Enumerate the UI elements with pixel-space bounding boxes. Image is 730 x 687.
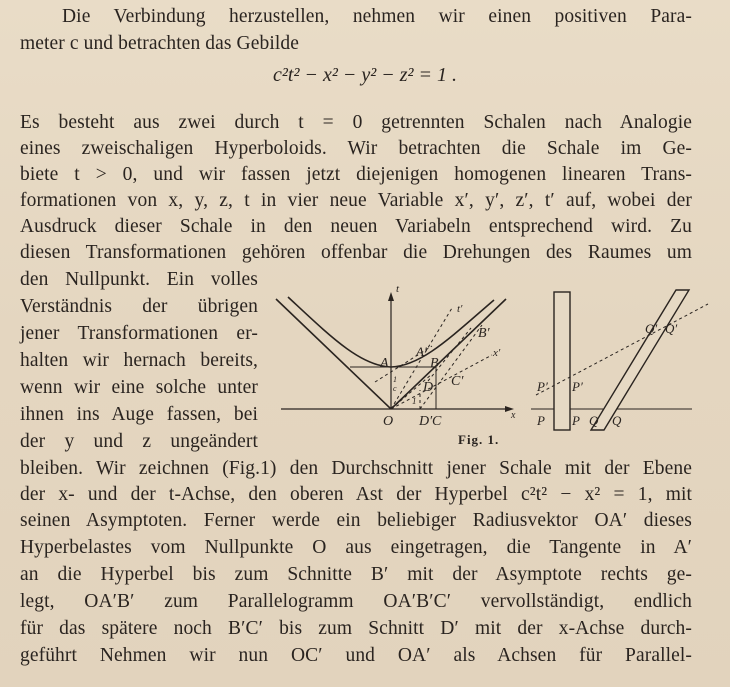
label-D: D bbox=[423, 380, 434, 395]
label-B-prime: B′ bbox=[478, 326, 490, 341]
label-A: A bbox=[380, 356, 389, 371]
text-line: eines zweischaligen Hyperboloids. Wir betrachten die Schale im Ge- bbox=[20, 138, 692, 159]
label-P-prime-right: P′ bbox=[572, 379, 583, 394]
text-line-content: meter c und betrachten das Gebilde bbox=[20, 33, 299, 54]
label-A-prime: A′ bbox=[416, 344, 427, 359]
label-D-prime: D′ bbox=[419, 414, 433, 429]
label-O: O bbox=[383, 414, 394, 429]
text-line: Die Verbindung herzustellen, nehmen wir einen positiven Para- bbox=[62, 6, 692, 27]
text-line: für das spätere noch B′C′ bis zum Schnitt D′ mit der x-Achse durch- bbox=[20, 618, 692, 639]
text-line: Es besteht aus zwei durch t = 0 getrennten Schalen nach Analogie bbox=[20, 112, 692, 133]
label-Q-prime-right: Q′ bbox=[665, 321, 678, 336]
text-line: formationen von x, y, z, t in vier neue Variable x′, y′, z′, t′ auf, wobei der bbox=[20, 190, 692, 211]
label-C-prime: C′ bbox=[451, 374, 464, 389]
label-one-over-c-denom: c bbox=[393, 384, 397, 393]
text-line: der y und z ungeändert bbox=[20, 431, 258, 452]
label-x: x bbox=[511, 410, 516, 421]
text-line: bleiben. Wir zeichnen (Fig.1) den Durchschnitt jener Schale mit der Ebene bbox=[20, 458, 692, 479]
label-P-prime-left: P′ bbox=[537, 379, 548, 394]
text-line: Ausdruck dieser Schale in den neuen Variabeln entsprechend wird. Zu bbox=[20, 216, 692, 237]
text-line: legt, OA′B′ zum Parallelogramm OA′B′C′ vervollständigt, endlich bbox=[20, 591, 692, 612]
label-x-prime: x′ bbox=[493, 347, 501, 359]
text-line: seinen Asymptoten. Ferner werde ein beliebiger Radiusvektor OA′ dieses bbox=[20, 510, 692, 531]
left-diagram bbox=[276, 292, 514, 412]
dashed-line bbox=[428, 328, 471, 381]
text-line: der x- und der t-Achse, den oberen Ast der Hyperbel c²t² − x² = 1, mit bbox=[20, 484, 692, 505]
asymptote-left bbox=[276, 299, 391, 409]
label-t-prime: t′ bbox=[457, 303, 463, 315]
figure-caption: Fig. 1. bbox=[458, 432, 500, 447]
asymptote-right bbox=[391, 299, 506, 409]
vertical-rod bbox=[554, 292, 570, 430]
label-Q-prime-left: Q′ bbox=[645, 321, 658, 336]
text-line: an die Hyperbel bis zum Schnitte B′ mit der Asymptote rechts ge- bbox=[20, 564, 692, 585]
right-diagram bbox=[531, 290, 708, 430]
label-C: C bbox=[432, 414, 442, 429]
text-line: biete t > 0, und wir fassen jetzt diejenigen homogenen linearen Trans- bbox=[20, 164, 692, 185]
label-P-left: P bbox=[537, 413, 545, 428]
label-one: 1 bbox=[412, 396, 417, 406]
label-B: B bbox=[430, 356, 439, 371]
text-line: Verständnis der übrigen bbox=[20, 296, 258, 317]
text-line: den Nullpunkt. Ein volles bbox=[20, 269, 258, 290]
text-line: halten wir hernach bereits, bbox=[20, 350, 258, 371]
text-line: wenn wir eine solche unter bbox=[20, 377, 258, 398]
text-line: diesen Transformationen gehören offenbar die Drehungen des Raumes um bbox=[20, 242, 692, 263]
t-axis-arrow-icon bbox=[388, 292, 394, 301]
text-line: jener Transformationen er- bbox=[20, 323, 258, 344]
text-line: Hyperbelastes vom Nullpunkte O aus eingetragen, die Tangente in A′ bbox=[20, 537, 692, 558]
label-Q-left: Q bbox=[589, 413, 599, 428]
label-Q-right: Q bbox=[612, 413, 622, 428]
text-line: ihnen ins Auge fassen, bei bbox=[20, 404, 258, 425]
label-P-right: P bbox=[572, 413, 580, 428]
label-one-over-c: 1 bbox=[393, 375, 397, 384]
text-line: geführt Nehmen wir nun OC′ und OA′ als Achsen für Parallel- bbox=[20, 645, 692, 666]
label-t: t bbox=[396, 283, 400, 295]
axis-x-prime bbox=[391, 355, 492, 409]
equation-hyperboloid: c²t² − x² − y² − z² = 1 . bbox=[273, 64, 457, 86]
